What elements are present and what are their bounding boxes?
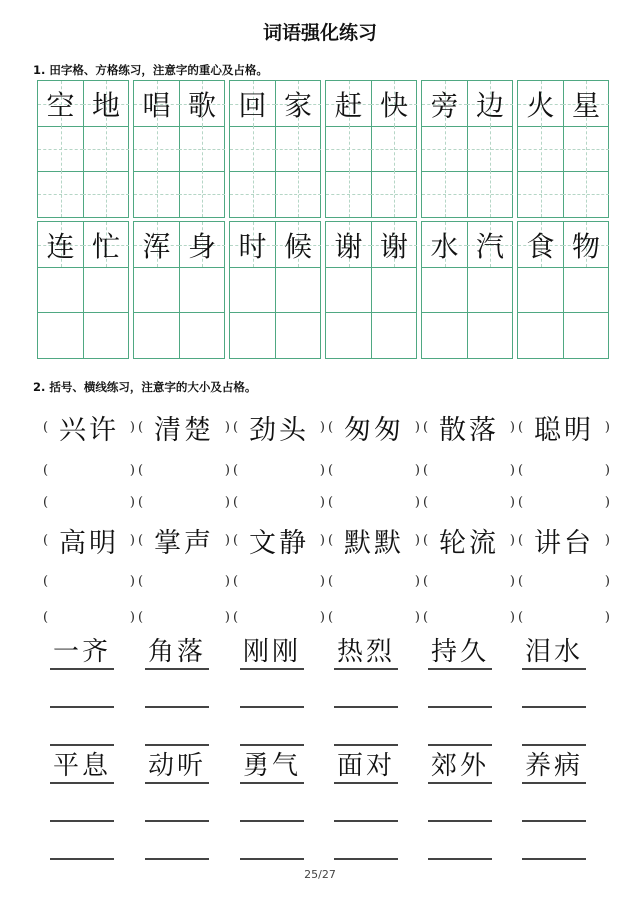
practice-cell[interactable] — [422, 171, 468, 217]
close-paren: ) — [414, 462, 420, 478]
practice-cell[interactable] — [371, 171, 417, 217]
page-number: 25/27 — [304, 868, 336, 881]
writing-grid-block — [517, 221, 609, 359]
bracket-blank[interactable] — [518, 453, 610, 487]
writing-grid-block — [421, 80, 513, 218]
bracket-word — [233, 410, 325, 444]
blank-line[interactable] — [240, 826, 304, 860]
character-cell — [326, 222, 372, 268]
character-cell — [518, 81, 564, 127]
model-word: 轮流 — [439, 527, 499, 559]
model-character: 旁 — [430, 88, 459, 122]
bracket-blank[interactable] — [328, 485, 420, 519]
bracket-blank[interactable] — [423, 600, 515, 634]
model-word: 默默 — [344, 527, 404, 559]
close-paren: ) — [319, 609, 325, 625]
close-paren: ) — [414, 532, 420, 548]
bracket-blank[interactable] — [518, 564, 610, 598]
model-character: 火 — [526, 88, 555, 122]
practice-cell[interactable] — [275, 267, 321, 313]
bracket-blank[interactable] — [328, 600, 420, 634]
model-character: 歌 — [187, 88, 216, 122]
bracket-word — [518, 410, 610, 444]
underlined-word: 勇气 — [240, 750, 304, 784]
practice-cell[interactable] — [422, 126, 468, 172]
practice-cell[interactable] — [467, 267, 513, 313]
open-paren: ( — [518, 573, 524, 589]
open-paren: ( — [518, 462, 524, 478]
practice-cell[interactable] — [422, 312, 468, 358]
open-paren: ( — [43, 532, 49, 548]
underlined-word: 郊外 — [428, 750, 492, 784]
close-paren: ) — [224, 532, 230, 548]
practice-cell[interactable] — [38, 312, 84, 358]
blank-line[interactable] — [50, 712, 114, 746]
blank-line[interactable] — [334, 788, 398, 822]
blank-line[interactable] — [145, 826, 209, 860]
open-paren: ( — [43, 462, 49, 478]
practice-cell[interactable] — [83, 312, 129, 358]
open-paren: ( — [328, 494, 334, 510]
practice-cell[interactable] — [467, 171, 513, 217]
open-paren: ( — [423, 419, 429, 435]
practice-cell[interactable] — [38, 267, 84, 313]
model-character: 谢 — [379, 229, 408, 263]
model-character: 浑 — [142, 229, 171, 263]
practice-cell[interactable] — [563, 126, 609, 172]
writing-grid-block — [133, 221, 225, 359]
open-paren: ( — [233, 494, 239, 510]
open-paren: ( — [328, 573, 334, 589]
bracket-blank[interactable] — [423, 564, 515, 598]
open-paren: ( — [233, 573, 239, 589]
blank-line[interactable] — [50, 826, 114, 860]
close-paren: ) — [129, 419, 135, 435]
open-paren: ( — [138, 494, 144, 510]
practice-cell[interactable] — [134, 171, 180, 217]
character-cell — [38, 81, 84, 127]
model-character: 边 — [475, 88, 504, 122]
practice-cell[interactable] — [134, 267, 180, 313]
open-paren: ( — [43, 494, 49, 510]
practice-cell[interactable] — [83, 126, 129, 172]
open-paren: ( — [328, 462, 334, 478]
open-paren: ( — [138, 609, 144, 625]
bracket-blank[interactable] — [233, 600, 325, 634]
character-cell — [422, 222, 468, 268]
close-paren: ) — [319, 573, 325, 589]
close-paren: ) — [319, 419, 325, 435]
underlined-word: 一齐 — [50, 636, 114, 670]
character-cell — [230, 81, 276, 127]
practice-cell[interactable] — [230, 171, 276, 217]
bracket-blank[interactable] — [233, 485, 325, 519]
model-word: 清楚 — [154, 414, 214, 446]
model-word: 劲头 — [249, 414, 309, 446]
practice-cell[interactable] — [518, 267, 564, 313]
model-word: 掌声 — [154, 527, 214, 559]
model-character: 空 — [46, 88, 75, 122]
character-cell — [467, 81, 513, 127]
character-cell — [371, 81, 417, 127]
character-cell — [467, 222, 513, 268]
practice-cell[interactable] — [326, 267, 372, 313]
practice-cell[interactable] — [563, 312, 609, 358]
writing-grid-block — [421, 221, 513, 359]
blank-line[interactable] — [334, 674, 398, 708]
model-word: 高明 — [59, 527, 119, 559]
underlined-word: 平息 — [50, 750, 114, 784]
practice-cell[interactable] — [518, 126, 564, 172]
close-paren: ) — [319, 532, 325, 548]
bracket-blank[interactable] — [423, 485, 515, 519]
practice-cell[interactable] — [275, 171, 321, 217]
character-cell — [83, 222, 129, 268]
blank-line[interactable] — [334, 712, 398, 746]
practice-cell[interactable] — [563, 171, 609, 217]
character-cell — [134, 222, 180, 268]
underlined-word: 养病 — [522, 750, 586, 784]
bracket-blank[interactable] — [43, 600, 135, 634]
model-character: 赶 — [334, 88, 363, 122]
bracket-blank[interactable] — [328, 564, 420, 598]
practice-cell[interactable] — [83, 267, 129, 313]
underlined-word: 动听 — [145, 750, 209, 784]
blank-line[interactable] — [240, 674, 304, 708]
practice-cell[interactable] — [563, 267, 609, 313]
model-character: 地 — [91, 88, 120, 122]
blank-line[interactable] — [240, 788, 304, 822]
model-character: 物 — [571, 229, 600, 263]
open-paren: ( — [423, 609, 429, 625]
close-paren: ) — [414, 573, 420, 589]
character-cell — [518, 222, 564, 268]
model-word: 讲台 — [534, 527, 594, 559]
underlined-word: 持久 — [428, 636, 492, 670]
writing-grid-block — [229, 221, 321, 359]
character-cell — [230, 222, 276, 268]
close-paren: ) — [414, 494, 420, 510]
close-paren: ) — [414, 609, 420, 625]
blank-line[interactable] — [522, 674, 586, 708]
blank-line[interactable] — [145, 712, 209, 746]
page-title: 词语强化练习 — [262, 22, 377, 44]
blank-line[interactable] — [522, 788, 586, 822]
writing-grid-block — [517, 80, 609, 218]
practice-cell[interactable] — [275, 312, 321, 358]
open-paren: ( — [43, 573, 49, 589]
model-character: 时 — [238, 229, 267, 263]
close-paren: ) — [319, 494, 325, 510]
bracket-blank[interactable] — [518, 485, 610, 519]
bracket-blank[interactable] — [43, 564, 135, 598]
character-cell — [134, 81, 180, 127]
bracket-word — [138, 410, 230, 444]
practice-cell[interactable] — [230, 267, 276, 313]
open-paren: ( — [518, 419, 524, 435]
model-character: 水 — [430, 229, 459, 263]
bracket-word — [233, 523, 325, 557]
writing-grid-block — [325, 80, 417, 218]
blank-line[interactable] — [428, 788, 492, 822]
character-cell — [275, 222, 321, 268]
model-character: 食 — [526, 229, 555, 263]
blank-line[interactable] — [50, 674, 114, 708]
bracket-word — [43, 523, 135, 557]
bracket-word — [518, 523, 610, 557]
practice-cell[interactable] — [518, 312, 564, 358]
close-paren: ) — [509, 419, 515, 435]
open-paren: ( — [328, 532, 334, 548]
model-character: 星 — [571, 88, 600, 122]
model-word: 匆匆 — [344, 414, 404, 446]
model-character: 家 — [283, 88, 312, 122]
character-cell — [563, 81, 609, 127]
practice-cell[interactable] — [230, 312, 276, 358]
close-paren: ) — [129, 609, 135, 625]
close-paren: ) — [414, 419, 420, 435]
practice-cell[interactable] — [38, 171, 84, 217]
model-word: 聪明 — [534, 414, 594, 446]
practice-cell[interactable] — [38, 126, 84, 172]
practice-cell[interactable] — [467, 312, 513, 358]
bracket-blank[interactable] — [43, 485, 135, 519]
bracket-blank[interactable] — [138, 600, 230, 634]
practice-cell[interactable] — [518, 171, 564, 217]
practice-cell[interactable] — [134, 126, 180, 172]
bracket-word — [328, 523, 420, 557]
character-cell — [179, 222, 225, 268]
bracket-word — [43, 410, 135, 444]
underlined-word: 刚刚 — [240, 636, 304, 670]
blank-line[interactable] — [428, 826, 492, 860]
open-paren: ( — [233, 609, 239, 625]
character-cell — [371, 222, 417, 268]
practice-cell[interactable] — [326, 312, 372, 358]
bracket-word — [328, 410, 420, 444]
close-paren: ) — [604, 609, 610, 625]
model-character: 回 — [238, 88, 267, 122]
open-paren: ( — [518, 532, 524, 548]
character-cell — [179, 81, 225, 127]
practice-cell[interactable] — [275, 126, 321, 172]
model-character: 谢 — [334, 229, 363, 263]
practice-cell[interactable] — [467, 126, 513, 172]
open-paren: ( — [43, 419, 49, 435]
practice-cell[interactable] — [179, 267, 225, 313]
close-paren: ) — [604, 419, 610, 435]
character-cell — [38, 222, 84, 268]
bracket-blank[interactable] — [43, 453, 135, 487]
bracket-blank[interactable] — [233, 564, 325, 598]
model-word: 兴许 — [59, 414, 119, 446]
bracket-word — [423, 523, 515, 557]
model-character: 身 — [187, 229, 216, 263]
practice-cell[interactable] — [179, 126, 225, 172]
open-paren: ( — [423, 462, 429, 478]
bracket-blank[interactable] — [138, 564, 230, 598]
bracket-word — [138, 523, 230, 557]
open-paren: ( — [138, 573, 144, 589]
bracket-blank[interactable] — [423, 453, 515, 487]
close-paren: ) — [509, 609, 515, 625]
close-paren: ) — [224, 419, 230, 435]
model-character: 候 — [283, 229, 312, 263]
close-paren: ) — [604, 573, 610, 589]
open-paren: ( — [233, 532, 239, 548]
close-paren: ) — [224, 573, 230, 589]
model-word: 文静 — [249, 527, 309, 559]
blank-line[interactable] — [50, 788, 114, 822]
character-cell — [326, 81, 372, 127]
open-paren: ( — [518, 609, 524, 625]
blank-line[interactable] — [145, 674, 209, 708]
bracket-blank[interactable] — [138, 453, 230, 487]
close-paren: ) — [129, 532, 135, 548]
practice-cell[interactable] — [230, 126, 276, 172]
bracket-word — [423, 410, 515, 444]
open-paren: ( — [233, 419, 239, 435]
character-cell — [275, 81, 321, 127]
bracket-blank[interactable] — [328, 453, 420, 487]
close-paren: ) — [604, 494, 610, 510]
section1-instruction: 1. 田字格、方格练习，注意字的重心及占格。 — [33, 63, 268, 77]
model-character: 快 — [379, 88, 408, 122]
close-paren: ) — [224, 462, 230, 478]
bracket-blank[interactable] — [518, 600, 610, 634]
open-paren: ( — [328, 419, 334, 435]
close-paren: ) — [509, 532, 515, 548]
close-paren: ) — [319, 462, 325, 478]
writing-grid-block — [37, 221, 129, 359]
close-paren: ) — [224, 609, 230, 625]
bracket-blank[interactable] — [138, 485, 230, 519]
close-paren: ) — [129, 462, 135, 478]
practice-cell[interactable] — [83, 171, 129, 217]
open-paren: ( — [423, 573, 429, 589]
model-character: 汽 — [475, 229, 504, 263]
close-paren: ) — [604, 462, 610, 478]
writing-grid-block — [325, 221, 417, 359]
close-paren: ) — [509, 462, 515, 478]
open-paren: ( — [423, 494, 429, 510]
close-paren: ) — [604, 532, 610, 548]
close-paren: ) — [129, 494, 135, 510]
writing-grid-block — [133, 80, 225, 218]
blank-line[interactable] — [334, 826, 398, 860]
writing-grid-block — [37, 80, 129, 218]
practice-cell[interactable] — [422, 267, 468, 313]
practice-cell[interactable] — [179, 171, 225, 217]
open-paren: ( — [43, 609, 49, 625]
blank-line[interactable] — [240, 712, 304, 746]
blank-line[interactable] — [428, 712, 492, 746]
underlined-word: 角落 — [145, 636, 209, 670]
open-paren: ( — [138, 462, 144, 478]
bracket-blank[interactable] — [233, 453, 325, 487]
model-character: 唱 — [142, 88, 171, 122]
practice-cell[interactable] — [326, 126, 372, 172]
practice-cell[interactable] — [134, 312, 180, 358]
model-word: 散落 — [439, 414, 499, 446]
practice-cell[interactable] — [371, 312, 417, 358]
character-cell — [422, 81, 468, 127]
section2-instruction: 2. 括号、横线练习，注意字的大小及占格。 — [33, 380, 257, 394]
model-character: 连 — [46, 229, 75, 263]
practice-cell[interactable] — [371, 267, 417, 313]
open-paren: ( — [518, 494, 524, 510]
practice-cell[interactable] — [179, 312, 225, 358]
blank-line[interactable] — [522, 826, 586, 860]
character-cell — [563, 222, 609, 268]
open-paren: ( — [138, 532, 144, 548]
blank-line[interactable] — [522, 712, 586, 746]
model-character: 忙 — [91, 229, 120, 263]
close-paren: ) — [224, 494, 230, 510]
practice-cell[interactable] — [326, 171, 372, 217]
character-cell — [83, 81, 129, 127]
writing-grid-block — [229, 80, 321, 218]
underlined-word: 面对 — [334, 750, 398, 784]
close-paren: ) — [509, 494, 515, 510]
open-paren: ( — [328, 609, 334, 625]
practice-cell[interactable] — [371, 126, 417, 172]
underlined-word: 热烈 — [334, 636, 398, 670]
open-paren: ( — [423, 532, 429, 548]
blank-line[interactable] — [428, 674, 492, 708]
blank-line[interactable] — [145, 788, 209, 822]
open-paren: ( — [233, 462, 239, 478]
close-paren: ) — [509, 573, 515, 589]
close-paren: ) — [129, 573, 135, 589]
open-paren: ( — [138, 419, 144, 435]
underlined-word: 泪水 — [522, 636, 586, 670]
